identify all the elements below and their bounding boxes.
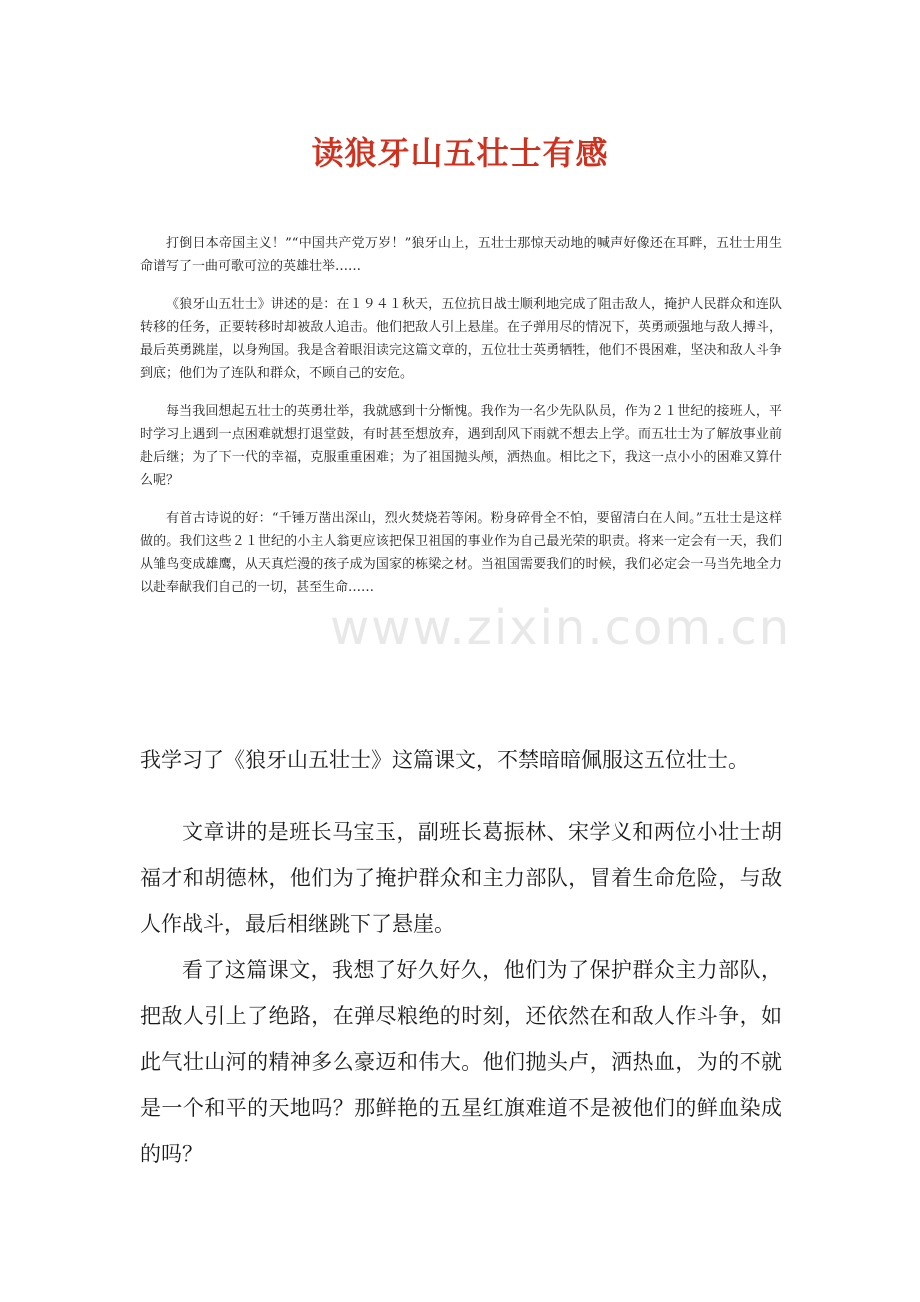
paragraph: 每当我回想起五壮士的英勇壮举，我就感到十分惭愧。我作为一名少先队队员，作为２１世纪的接班人，平时学习上遇到一点困难就想打退堂鼓，有时甚至想放弃，遇到刮风下雨就不想去上学。而五壮士为了解放事业前赴后继；为了下一代的幸福，克服重重困难；为了祖国抛头颅，洒热血。相比之下，我这一点小小的困难又算什么呢？ (140, 404, 782, 488)
paragraph: 有首古诗说的好：“千锤万凿出深山，烈火焚烧若等闲。粉身碎骨全不怕，要留清白在人间。”五壮士是这样做的。我们这些２１世纪的小主人翁更应该把保卫祖国的事业作为自己最光荣的职责。将来一定会有一天，我们从雏鸟变成雄鹰，从天真烂漫的孩子成为国家的栋梁之材。当祖国需要我们的时候，我们必定会一马当先地全力以赴奉献我们自己的一切，甚至生命…… (140, 511, 782, 595)
paragraph: 文章讲的是班长马宝玉，副班长葛振林、宋学义和两位小壮士胡福才和胡德林，他们为了掩护群众和主力部队，冒着生命危险，与敌人作战斗，最后相继跳下了悬崖。 (140, 820, 782, 936)
watermark: www.zixin.com.cn (330, 600, 792, 656)
paragraph: 看了这篇课文，我想了好久好久，他们为了保护群众主力部队，把敌人引上了绝路，在弹尽粮绝的时刻，还依然在和敌人作斗争，如此气壮山河的精神多么豪迈和伟大。他们抛头卢，洒热血，为的不就是一个和平的天地吗？那鲜艳的五星红旗难道不是被他们的鲜血染成的吗？ (140, 958, 782, 1166)
lead-sentence: 我学习了《狼牙山五壮士》这篇课文，不禁暗暗佩服这五位壮士。 (140, 748, 749, 772)
page-title: 读狼牙山五壮士有感 (311, 134, 609, 172)
paragraph: 打倒日本帝国主义！”“中国共产党万岁！”狼牙山上，五壮士那惊天动地的喊声好像还在耳畔，五壮士用生命谱写了一曲可歌可泣的英雄壮举…… (140, 236, 782, 274)
paragraph: 《狼牙山五壮士》讲述的是：在１９４１秋天，五位抗日战士顺利地完成了阻击敌人，掩护人民群众和连队转移的任务，正要转移时却被敌人追击。他们把敌人引上悬崖。在子弹用尽的情况下，英勇顽强地与敌人搏斗，最后英勇跳崖，以身殉国。我是含着眼泪读完这篇文章的，五位壮士英勇牺牲，他们不畏困难，坚决和敌人斗争到底；他们为了连队和群众，不顾自己的安危。 (140, 297, 782, 381)
intro-section (140, 232, 782, 614)
essay-section (140, 738, 782, 1177)
